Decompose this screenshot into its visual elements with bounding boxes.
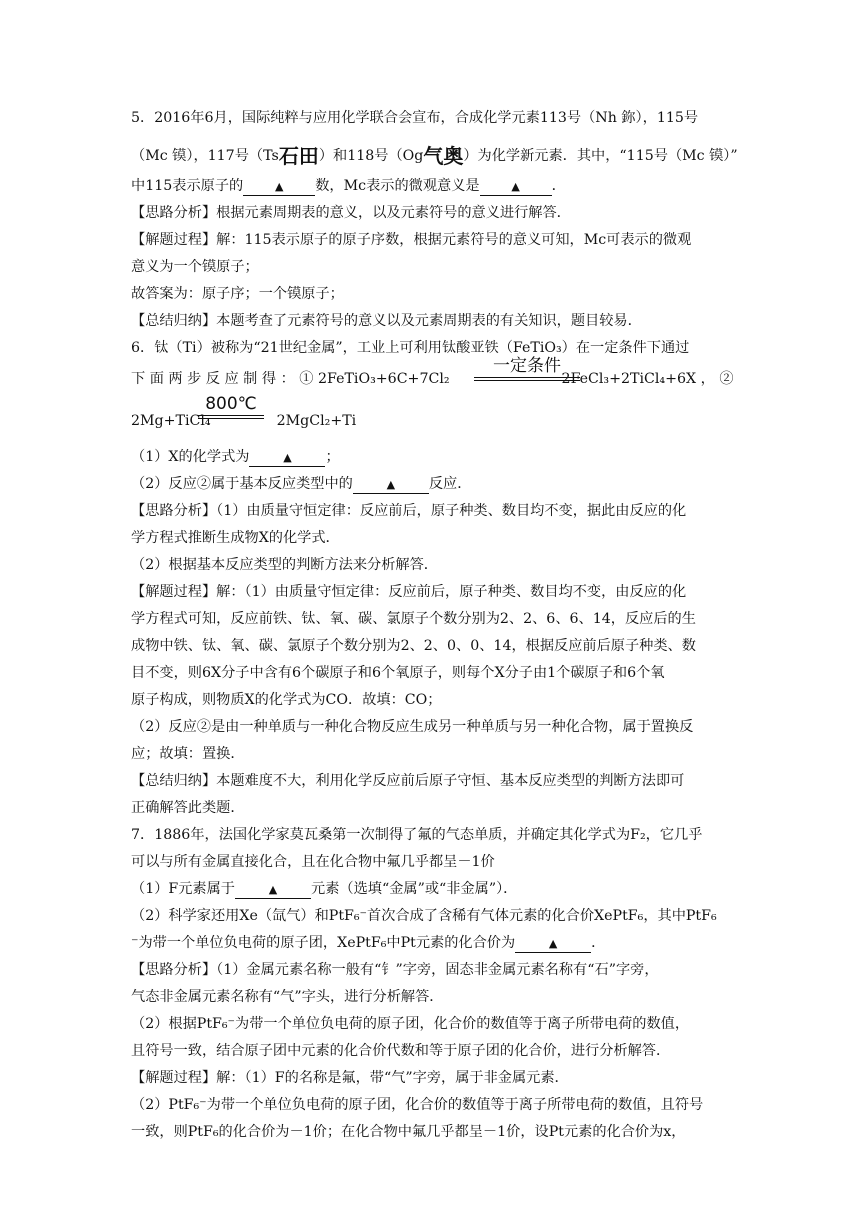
q5-line-2: （Mc 镆），117号（Ts石田）和118号（Og气奥）为化学新元素．其中，“115号（Mc 镆）” [131, 144, 738, 168]
q6-solution-2: 学方程式可知，反应前铁、钛、氧、碳、氯原子个数分别为2、2、6、6、14，反应后的生 [131, 611, 696, 627]
q7-line-2: 可以与所有金属直接化合，且在化合物中氟几乎都呈－1价 [131, 854, 495, 870]
q6-summary-2: 正确解答此类题． [131, 800, 245, 816]
answer-blank: ▲ [480, 178, 552, 196]
q7-analysis-1: 【思路分析】（1）金属元素名称一般有“钅”字旁，固态非金属元素名称有“石”字旁， [131, 962, 659, 978]
q6-equation-2: 2Mg+TiCl₄ 2MgCl₂+Ti [131, 413, 357, 429]
answer-blank: ▲ [235, 881, 311, 899]
q5-analysis: 【思路分析】根据元素周期表的意义，以及元素符号的意义进行解答． [131, 205, 571, 221]
q6-analysis-3: （2）根据基本反应类型的判断方法来分析解答． [131, 557, 438, 573]
q6-solution-5: 原子构成，则物质X的化学式为CO．故填：CO； [131, 692, 442, 708]
q6-part-2: （2）反应②属于基本反应类型中的 ▲ 反应． [131, 476, 472, 492]
ts-element-glyph: 石田 [278, 144, 319, 168]
q6-summary-1: 【总结归纳】本题难度不大，利用化学反应前后原子守恒、基本反应类型的判断方法即可 [131, 773, 685, 789]
q6-solution-1: 【解题过程】解：（1）由质量守恒定律：反应前后，原子种类、数目均不变，由反应的化 [131, 584, 687, 600]
answer-blank: ▲ [249, 449, 325, 467]
q7-analysis-4: 且符号一致，结合原子团中元素的化合价代数和等于原子团的化合价，进行分析解答． [131, 1043, 671, 1059]
q5-summary: 【总结归纳】本题考查了元素符号的意义以及元素周期表的有关知识，题目较易． [131, 313, 642, 329]
q6-line-1: 6．钛（Ti）被称为“21世纪金属”，工业上可利用钛酸亚铁（FeTiO₃）在一定条件下通过 [131, 340, 690, 356]
q7-analysis-2: 气态非金属元素名称有“气”字头，进行分析解答． [131, 989, 444, 1005]
reaction-condition-1: 一定条件 [474, 351, 580, 381]
q7-part-2-line-1: （2）科学家还用Xe（氙气）和PtF₆⁻首次合成了含稀有气体元素的化合价XePtF₆，其中PtF₆ [131, 908, 717, 924]
q5-answer: 故答案为：原子序；一个镆原子； [131, 286, 344, 302]
q6-analysis-1: 【思路分析】（1）由质量守恒定律：反应前后，原子种类、数目均不变，据此由反应的化 [131, 503, 687, 519]
q6-solution-4: 目不变，则6X分子中含有6个碳原子和6个氧原子，则每个X分子由1个碳原子和6个氧 [131, 665, 665, 681]
q7-solution-2: （2）PtF₆⁻为带一个单位负电荷的原子团，化合价的数值等于离子所带电荷的数值，且符号 [131, 1097, 704, 1113]
q7-analysis-3: （2）根据PtF₆⁻为带一个单位负电荷的原子团，化合价的数值等于离子所带电荷的数值， [131, 1016, 690, 1032]
answer-blank: ▲ [515, 935, 591, 953]
equals-arrow [198, 415, 264, 419]
q7-part-2-line-2: ⁻为带一个单位负电荷的原子团，XePtF₆中Pt元素的化合价为 ▲ ． [131, 935, 606, 951]
answer-blank: ▲ [353, 476, 429, 494]
reaction-condition-2: 800℃ [198, 394, 264, 419]
q6-solution-6: （2）反应②是由一种单质与一种化合物反应生成另一种单质与另一种化合物，属于置换反 [131, 719, 694, 735]
q5-line-3: 中115表示原子的 ▲ 数，Mc表示的微观意义是 ▲ ． [131, 178, 566, 194]
q6-solution-7: 应；故填：置换． [131, 746, 245, 762]
q7-line-1: 7．1886年，法国化学家莫瓦桑第一次制得了氟的气态单质，并确定其化学式为F₂，它几乎 [131, 827, 703, 843]
answer-blank: ▲ [243, 178, 315, 196]
equals-arrow [474, 377, 580, 381]
q6-solution-3: 成物中铁、钛、氧、碳、氯原子个数分别为2、2、0、0、14，根据反应前后原子种类、数 [131, 638, 696, 654]
q5-process-2: 意义为一个镆原子； [131, 259, 259, 275]
og-element-glyph: 气奥 [423, 144, 464, 168]
q6-equation-1: 下 面 两 步 反 应 制 得 ： ① 2FeTiO₃+6C+7Cl₂ 2FeCl₃+2TiCl₄+6X ， ② [131, 371, 734, 387]
q7-part-1: （1）F元素属于 ▲ 元素（选填“金属”或“非金属”）． [131, 881, 518, 897]
q5-line-1: 5．2016年6月，国际纯粹与应用化学联合会宣布，合成化学元素113号（Nh 鉨），115号 [131, 110, 699, 126]
q7-solution-1: 【解题过程】解：（1）F的名称是氟，带“气”字旁，属于非金属元素． [131, 1070, 569, 1086]
q6-part-1: （1）X的化学式为 ▲ ； [131, 449, 340, 465]
q7-solution-3: 一致，则PtF₆的化合价为－1价；在化合物中氟几乎都呈－1价，设Pt元素的化合价为x， [131, 1124, 686, 1140]
q5-process-1: 【解题过程】解：115表示原子的原子序数，根据元素符号的意义可知，Mc可表示的微观 [131, 232, 692, 248]
q6-analysis-2: 学方程式推断生成物X的化学式． [131, 530, 340, 546]
